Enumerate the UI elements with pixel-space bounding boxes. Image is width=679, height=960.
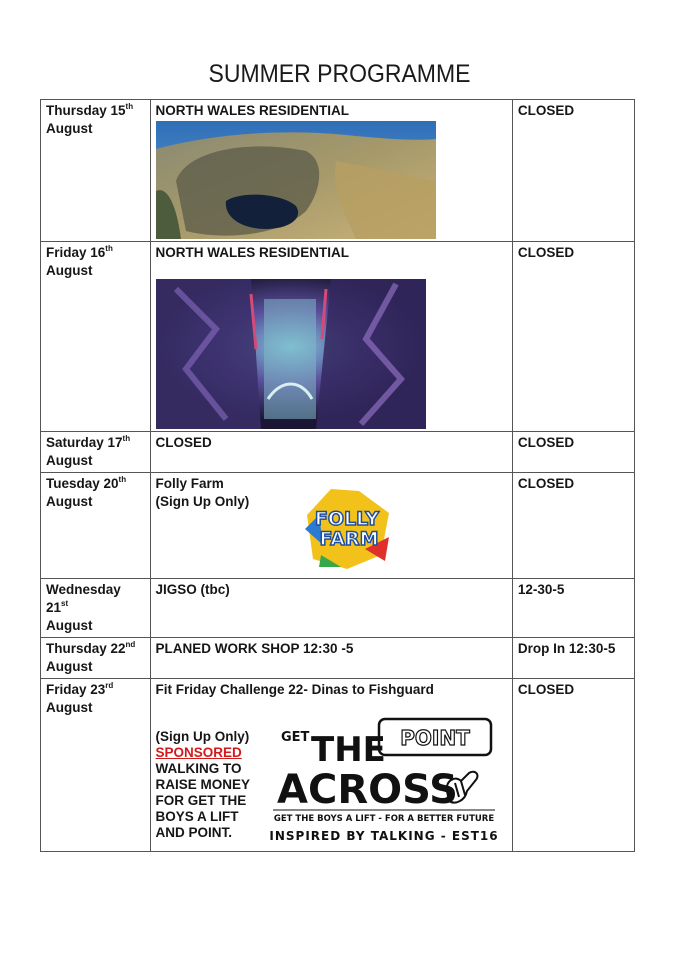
month-text: August (46, 121, 93, 136)
logo-the: THE (310, 730, 386, 770)
table-row (41, 638, 635, 679)
date-cell (41, 473, 151, 579)
status-cell: CLOSED (512, 473, 634, 579)
detail-line: AND POINT. (155, 825, 233, 840)
folly-farm-logo (301, 485, 393, 571)
date-cell (41, 100, 151, 242)
activity-cell (150, 242, 512, 432)
activity-text: Folly Farm (155, 476, 224, 491)
activity-text: Fit Friday Challenge 22- Dinas to Fishguard (155, 682, 434, 697)
date-cell (41, 579, 151, 638)
day-text: Tuesday 20 (46, 476, 119, 491)
day-suffix: th (105, 244, 113, 253)
day-text: Thursday 15 (46, 103, 126, 118)
day-suffix: rd (105, 681, 114, 690)
day-text: Friday 16 (46, 245, 106, 260)
month-text: August (46, 618, 93, 633)
activity-cell: PLANED WORK SHOP 12:30 -5 (150, 638, 512, 679)
page-title: SUMMER PROGRAMME (208, 60, 471, 88)
status-cell: CLOSED (512, 432, 634, 473)
logo-inspired: INSPIRED BY TALKING - EST16 (268, 829, 499, 843)
day-text: Friday 23 (46, 682, 106, 697)
activity-cell (150, 100, 512, 242)
detail-line: FOR GET THE (155, 793, 247, 808)
table-row (41, 473, 635, 579)
logo-point: POINT (399, 726, 470, 750)
day-suffix: nd (125, 640, 136, 649)
logo-text-line1: FOLLY (314, 508, 379, 530)
day-suffix: th (118, 475, 127, 484)
status-cell: Drop In 12:30-5 (512, 638, 634, 679)
status-cell: 12-30-5 (512, 579, 634, 638)
activity-cell (150, 679, 512, 852)
logo-across: ACROSS (276, 767, 458, 813)
month-text: August (46, 263, 93, 278)
day-suffix: th (122, 434, 131, 443)
activity-cell (150, 473, 512, 579)
detail-line: RAISE MONEY (155, 777, 251, 792)
mountain-lake-photo (156, 121, 436, 239)
date-cell (41, 242, 151, 432)
get-the-point-across-logo (269, 711, 499, 847)
date-cell (41, 432, 151, 473)
month-text: August (46, 700, 93, 715)
cavern-photo (156, 279, 426, 429)
sign-up-note: (Sign Up Only) (155, 729, 250, 744)
logo-get: GET (280, 730, 309, 745)
activity-text: NORTH WALES RESIDENTIAL (155, 245, 350, 260)
activity-cell: JIGSO (tbc) (150, 579, 512, 638)
day-text: Thursday 22 (46, 641, 126, 656)
activity-note: (Sign Up Only) (155, 494, 250, 509)
table-row (41, 242, 635, 432)
status-cell: CLOSED (512, 242, 634, 432)
month-text: August (46, 494, 93, 509)
activity-cell: CLOSED (150, 432, 512, 473)
detail-line: BOYS A LIFT (155, 809, 239, 824)
table-row (41, 579, 635, 638)
activity-text: NORTH WALES RESIDENTIAL (155, 103, 350, 118)
month-text: August (46, 659, 93, 674)
month-text: August (46, 453, 93, 468)
day-suffix: th (125, 102, 134, 111)
table-row (41, 432, 635, 473)
programme-table (40, 99, 635, 852)
table-row (41, 100, 635, 242)
day-suffix: st (61, 599, 69, 608)
table-row (41, 679, 635, 852)
date-cell (41, 679, 151, 852)
logo-tagline: GET THE BOYS A LIFT - FOR A BETTER FUTURE (273, 814, 494, 824)
date-cell (41, 638, 151, 679)
day-text: Saturday 17 (46, 435, 123, 450)
status-cell: CLOSED (512, 100, 634, 242)
logo-text-line2: FARM (319, 528, 379, 550)
day-text: Wednesday 21 (46, 582, 121, 615)
detail-line: WALKING TO (155, 761, 242, 776)
sponsored-label: SPONSORED (155, 745, 242, 760)
status-cell: CLOSED (512, 679, 634, 852)
